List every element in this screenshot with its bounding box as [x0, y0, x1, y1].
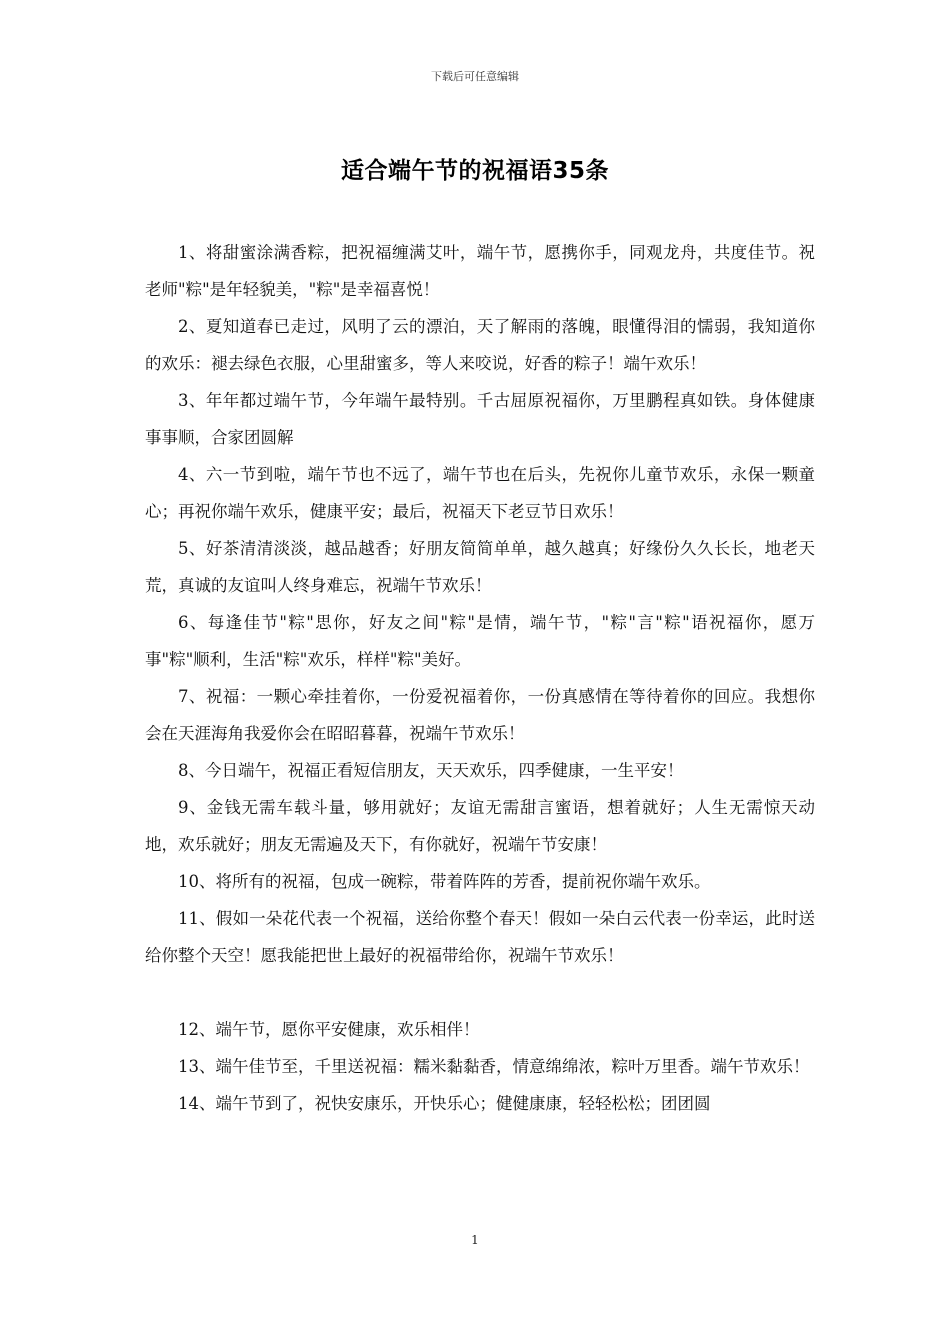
- paragraph-2: 2、夏知道春已走过，风明了云的漂泊，天了解雨的落魄，眼懂得泪的懦弱，我知道你的欢乐：褪去绿色衣服，心里甜蜜多，等人来咬说，好香的粽子！端午欢乐！: [145, 317, 815, 373]
- paragraph-11: 11、假如一朵花代表一个祝福，送给你整个春天！假如一朵白云代表一份幸运，此时送给你整个天空！愿我能把世上最好的祝福带给你，祝端午节欢乐！: [145, 909, 815, 965]
- paragraph-1: 1、将甜蜜涂满香粽，把祝福缠满艾叶，端午节，愿携你手，同观龙舟，共度佳节。祝老师"粽"是年轻貌美，"粽"是幸福喜悦！: [145, 243, 815, 299]
- document-body: [145, 234, 815, 1122]
- paragraph-14: 14、端午节到了，祝快安康乐，开快乐心；健健康康，轻轻松松；团团圆: [178, 1094, 711, 1113]
- paragraph-gap: [145, 974, 815, 1011]
- paragraph-12: 12、端午节，愿你平安健康，欢乐相伴！: [178, 1020, 480, 1039]
- paragraph-6: 6、每逢佳节"粽"思你，好友之间"粽"是情，端午节，"粽"言"粽"语祝福你，愿万事"粽"顺利，生活"粽"欢乐，样样"粽"美好。: [145, 613, 815, 669]
- paragraph-10: 10、将所有的祝福，包成一碗粽，带着阵阵的芳香，提前祝你端午欢乐。: [178, 872, 711, 891]
- paragraph-4: 4、六一节到啦，端午节也不远了，端午节也在后头，先祝你儿童节欢乐，永保一颗童心；再祝你端午欢乐，健康平安；最后，祝福天下老豆节日欢乐！: [145, 465, 815, 521]
- page-number: 1: [471, 1233, 479, 1247]
- document-title: 适合端午节的祝福语35条: [340, 158, 609, 184]
- paragraph-7: 7、祝福：一颗心牵挂着你，一份爱祝福着你，一份真感情在等待着你的回应。我想你会在天涯海角我爱你会在昭昭暮暮，祝端午节欢乐！: [145, 687, 815, 743]
- paragraph-13: 13、端午佳节至，千里送祝福：糯米黏黏香，情意绵绵浓，粽叶万里香。端午节欢乐！: [178, 1057, 810, 1076]
- paragraph-3: 3、年年都过端午节，今年端午最特别。千古屈原祝福你，万里鹏程真如铁。身体健康事事顺，合家团圆解: [145, 391, 815, 447]
- header-note: 下载后可任意编辑: [431, 70, 519, 83]
- paragraph-9: 9、金钱无需车载斗量，够用就好；友谊无需甜言蜜语，想着就好；人生无需惊天动地，欢乐就好；朋友无需遍及天下，有你就好，祝端午节安康！: [145, 798, 815, 854]
- paragraph-8: 8、今日端午，祝福正看短信朋友，天天欢乐，四季健康，一生平安！: [178, 761, 684, 780]
- paragraph-5: 5、好茶清清淡淡，越品越香；好朋友简简单单，越久越真；好缘份久久长长，地老天荒，真诚的友谊叫人终身难忘，祝端午节欢乐！: [145, 539, 815, 595]
